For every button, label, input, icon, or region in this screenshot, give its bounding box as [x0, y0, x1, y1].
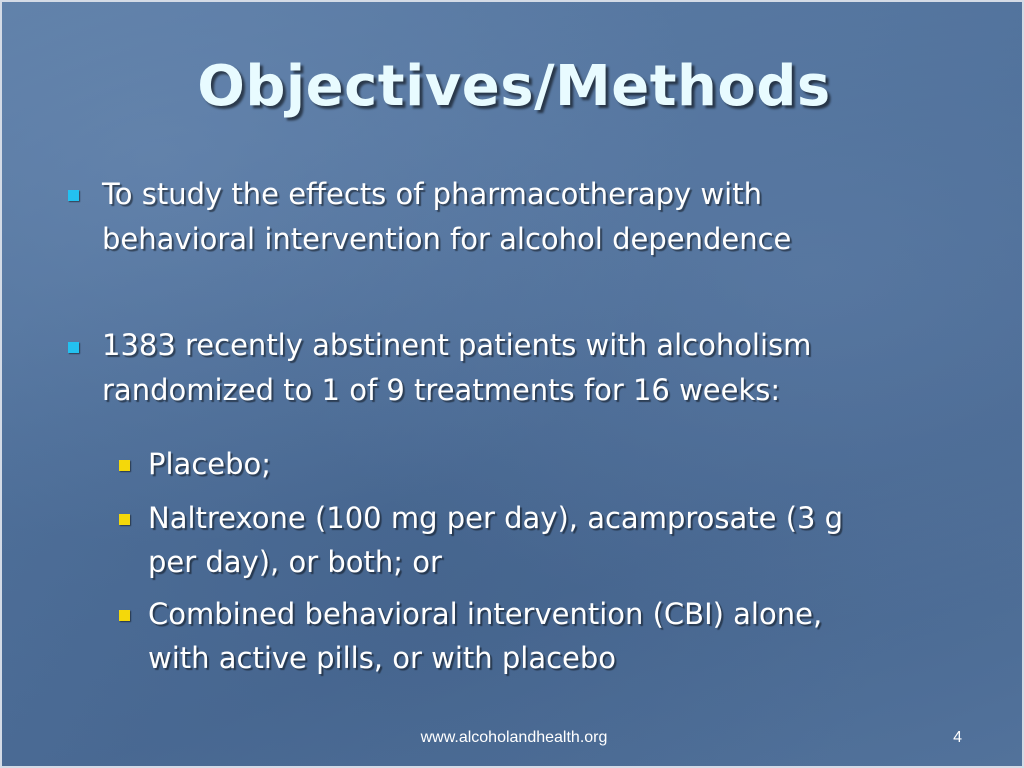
bullet-line: behavioral intervention for alcohol dependence: [102, 222, 792, 256]
sub-bullet-line: Naltrexone (100 mg per day), acamprosate (3 g: [148, 501, 844, 535]
page-number: 4: [953, 729, 962, 746]
sub-bullet-line: with active pills, or with placebo: [148, 641, 617, 675]
bullet-line: 1383 recently abstinent patients with alcoholism: [102, 328, 812, 362]
sub-bullet-line: Combined behavioral intervention (CBI) alone,: [148, 597, 823, 631]
square-bullet-icon: [119, 514, 130, 525]
square-bullet-icon: [119, 610, 130, 621]
square-bullet-icon: [68, 342, 79, 353]
footer-url: www.alcoholandhealth.org: [420, 729, 608, 746]
sub-bullet-line: Placebo;: [148, 447, 272, 481]
sub-bullet-line: per day), or both; or: [148, 545, 442, 579]
square-bullet-icon: [68, 190, 79, 201]
bullet-line: randomized to 1 of 9 treatments for 16 weeks:: [102, 373, 781, 407]
bullet-line: To study the effects of pharmacotherapy with: [102, 177, 762, 211]
square-bullet-icon: [119, 460, 130, 471]
slide-title: Objectives/Methods: [197, 54, 831, 119]
